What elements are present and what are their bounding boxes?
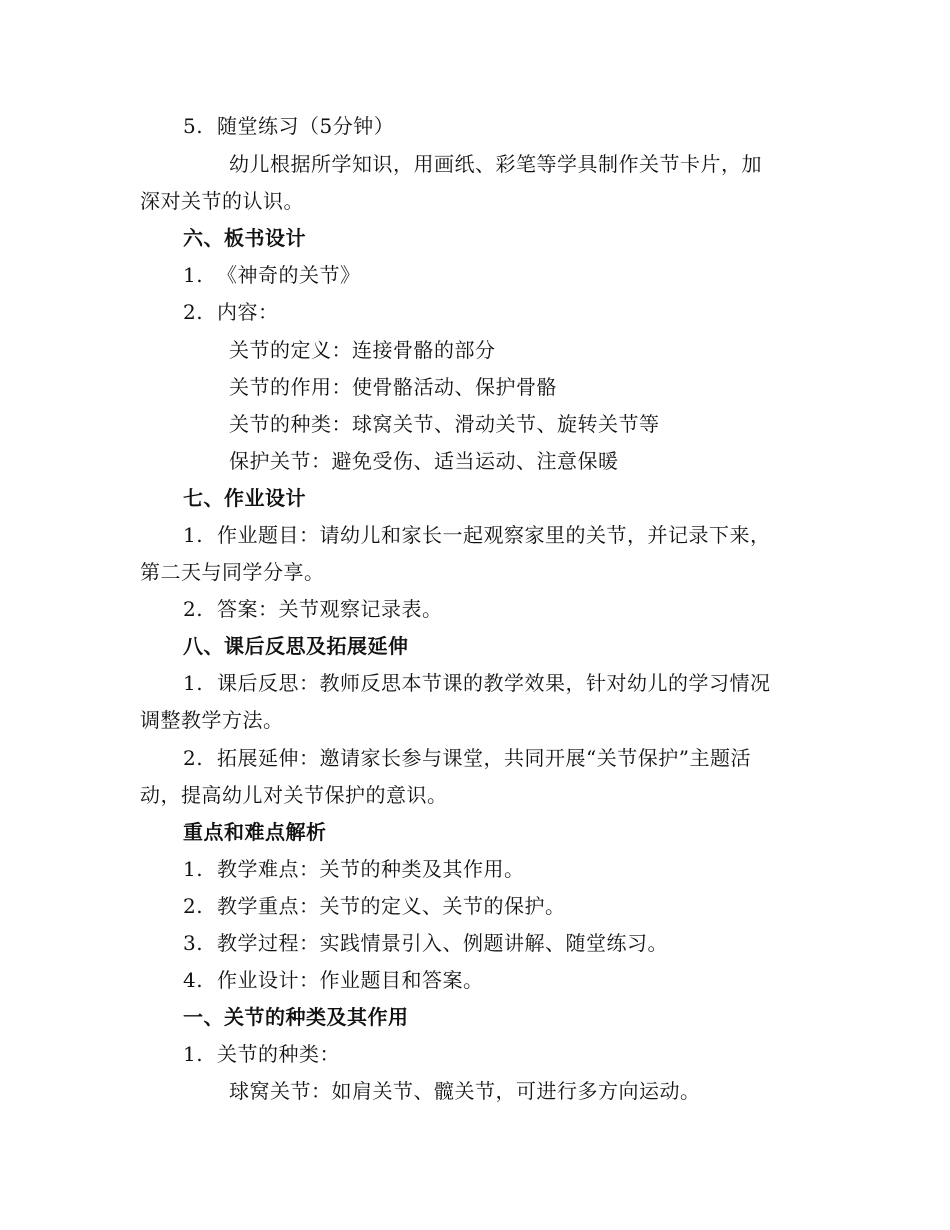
list-text: 内容： <box>217 300 279 324</box>
list-number: 1. <box>183 1042 204 1066</box>
list-number: 2. <box>183 597 204 621</box>
list-item <box>183 261 361 289</box>
list-item <box>183 855 525 883</box>
list-item <box>183 744 751 772</box>
list-item <box>183 298 279 326</box>
list-text: 拓展延伸：邀请家长参与课堂，共同开展“关节保护”主题活 <box>217 746 751 770</box>
list-text: 关节的种类： <box>217 1042 340 1066</box>
content-line: 关节的作用：使骨骼活动、保护骨骼 <box>229 375 557 399</box>
list-item <box>183 892 566 920</box>
list-number: 5. <box>183 114 204 138</box>
list-number: 1. <box>183 523 204 547</box>
section-heading-types: 一、关节的种类及其作用 <box>183 1005 409 1029</box>
content-line: 球窝关节：如肩关节、髋关节，可进行多方向运动。 <box>229 1079 701 1103</box>
list-text: 教学过程：实践情景引入、例题讲解、随堂练习。 <box>217 931 668 955</box>
section-five-title <box>183 112 394 140</box>
list-number: 1. <box>183 857 204 881</box>
list-text: 作业设计：作业题目和答案。 <box>217 968 484 992</box>
list-item <box>183 595 443 623</box>
list-text: 答案：关节观察记录表。 <box>217 597 443 621</box>
content-line: 保护关节：避免受伤、适当运动、注意保暖 <box>229 449 619 473</box>
list-item <box>183 521 771 549</box>
paragraph-line: 幼儿根据所学知识，用画纸、彩笔等学具制作关节卡片，加 <box>229 152 762 176</box>
list-number: 2. <box>183 300 204 324</box>
content-line: 关节的种类：球窝关节、滑动关节、旋转关节等 <box>229 412 660 436</box>
list-number: 1. <box>183 263 204 287</box>
section-heading-analysis: 重点和难点解析 <box>183 820 327 844</box>
paragraph-line: 动，提高幼儿对关节保护的意识。 <box>140 783 448 807</box>
list-text: 作业题目：请幼儿和家长一起观察家里的关节，并记录下来， <box>217 523 771 547</box>
list-text: 教学重点：关节的定义、关节的保护。 <box>217 894 566 918</box>
paragraph-line: 调整教学方法。 <box>140 708 284 732</box>
list-text: 教学难点：关节的种类及其作用。 <box>217 857 525 881</box>
list-number: 3. <box>183 931 204 955</box>
list-number: 2. <box>183 746 204 770</box>
list-number: 4. <box>183 968 204 992</box>
section-heading-homework: 七、作业设计 <box>183 486 306 510</box>
list-item <box>183 1040 340 1068</box>
list-item <box>183 966 484 994</box>
paragraph-line: 深对关节的认识。 <box>140 189 304 213</box>
list-text: 《神奇的关节》 <box>217 263 361 287</box>
list-text: 课后反思：教师反思本节课的教学效果，针对幼儿的学习情况 <box>217 671 771 695</box>
list-item <box>183 669 771 697</box>
content-line: 关节的定义：连接骨骼的部分 <box>229 338 496 362</box>
section-heading-reflection: 八、课后反思及拓展延伸 <box>183 634 409 658</box>
section-heading-board: 六、板书设计 <box>183 226 306 250</box>
list-number: 2. <box>183 894 204 918</box>
paragraph-line: 第二天与同学分享。 <box>140 560 325 584</box>
list-number: 1. <box>183 671 204 695</box>
list-text: 随堂练习（5分钟） <box>217 114 395 138</box>
list-item <box>183 929 668 957</box>
